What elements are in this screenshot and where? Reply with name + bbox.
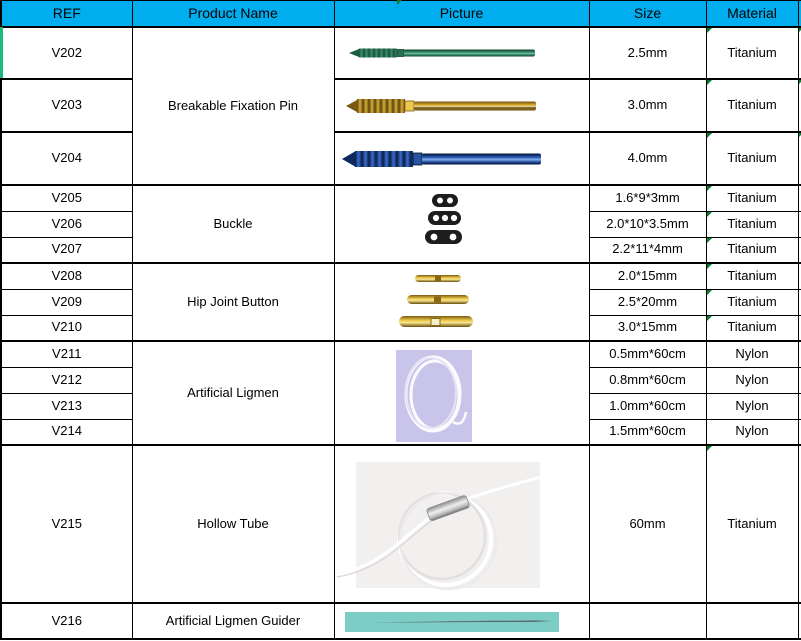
size-cell: 1.6*9*3mm xyxy=(589,185,706,211)
product-name-cell: Buckle xyxy=(132,185,334,263)
picture-cell xyxy=(334,185,589,263)
ref-cell: V212 xyxy=(1,367,132,393)
table-row xyxy=(1,603,801,639)
ref-cell: V204 xyxy=(1,132,132,185)
white-ligament-coil-photo xyxy=(335,342,588,444)
material-cell: Titanium xyxy=(706,79,798,132)
gold-titanium-pin-photo xyxy=(335,80,588,131)
material-cell: Titanium xyxy=(706,185,798,211)
size-cell: 4.0mm xyxy=(589,132,706,185)
ref-cell: V211 xyxy=(1,341,132,367)
product-name-cell: Artificial Ligmen xyxy=(132,341,334,445)
header-error-triangle-icon xyxy=(397,0,402,5)
size-cell: 2.2*11*4mm xyxy=(589,237,706,263)
material-cell: Titanium xyxy=(706,263,798,289)
product-name-cell: Hip Joint Button xyxy=(132,263,334,341)
ref-cell: V214 xyxy=(1,419,132,445)
size-cell: 3.0*15mm xyxy=(589,315,706,341)
col-header-picture: Picture xyxy=(334,1,589,28)
table-row xyxy=(1,445,801,603)
product-name-cell: Artificial Ligmen Guider xyxy=(132,603,334,639)
ref-cell: V216 xyxy=(1,603,132,639)
size-cell: 3.0mm xyxy=(589,79,706,132)
size-cell: 60mm xyxy=(589,445,706,603)
ref-cell: V203 xyxy=(1,79,132,132)
size-cell: 1.0mm*60cm xyxy=(589,393,706,419)
guide-wire-on-teal-photo xyxy=(335,604,588,638)
table-row xyxy=(1,132,801,185)
picture-cell xyxy=(334,603,589,639)
col-header-material: Material xyxy=(706,1,798,28)
table-row xyxy=(1,185,801,211)
table-row xyxy=(1,27,801,79)
material-cell: Titanium xyxy=(706,237,798,263)
ref-cell: V207 xyxy=(1,237,132,263)
picture-cell xyxy=(334,132,589,185)
col-header-size: Size xyxy=(589,1,706,28)
ref-cell: V208 xyxy=(1,263,132,289)
picture-cell xyxy=(334,79,589,132)
size-cell: 1.5mm*60cm xyxy=(589,419,706,445)
green-titanium-pin-photo xyxy=(335,28,588,78)
size-cell xyxy=(589,603,706,639)
picture-cell xyxy=(334,341,589,445)
ref-cell: V202 xyxy=(1,27,132,79)
table-row xyxy=(1,263,801,289)
material-cell: Titanium xyxy=(706,445,798,603)
coiled-hollow-tube-photo xyxy=(335,446,588,602)
size-cell: 0.5mm*60cm xyxy=(589,341,706,367)
green-selection-accent xyxy=(0,27,3,78)
ref-cell: V209 xyxy=(1,289,132,315)
table-row xyxy=(1,79,801,132)
material-cell: Titanium xyxy=(706,289,798,315)
col-header-product-name: Product Name xyxy=(132,1,334,28)
three-gold-buttons-photo xyxy=(335,264,588,340)
ref-cell: V206 xyxy=(1,211,132,237)
size-cell: 2.0*15mm xyxy=(589,263,706,289)
product-name-cell: Breakable Fixation Pin xyxy=(132,27,334,185)
material-cell: Titanium xyxy=(706,315,798,341)
product-name-cell: Hollow Tube xyxy=(132,445,334,603)
size-cell: 2.0*10*3.5mm xyxy=(589,211,706,237)
ref-cell: V205 xyxy=(1,185,132,211)
material-cell: Titanium xyxy=(706,211,798,237)
material-cell: Titanium xyxy=(706,132,798,185)
ref-cell: V215 xyxy=(1,445,132,603)
material-cell: Nylon xyxy=(706,341,798,367)
material-cell: Titanium xyxy=(706,27,798,79)
material-cell: Nylon xyxy=(706,393,798,419)
picture-cell xyxy=(334,27,589,79)
material-cell xyxy=(706,603,798,639)
col-header-ref: REF xyxy=(1,1,132,28)
material-cell: Nylon xyxy=(706,367,798,393)
three-black-buckles-photo xyxy=(335,186,588,262)
blue-titanium-pin-photo xyxy=(335,133,588,184)
ref-cell: V213 xyxy=(1,393,132,419)
size-cell: 2.5*20mm xyxy=(589,289,706,315)
picture-cell xyxy=(334,445,589,603)
table-row xyxy=(1,341,801,367)
size-cell: 2.5mm xyxy=(589,27,706,79)
picture-cell xyxy=(334,263,589,341)
material-cell: Nylon xyxy=(706,419,798,445)
size-cell: 0.8mm*60cm xyxy=(589,367,706,393)
ref-cell: V210 xyxy=(1,315,132,341)
